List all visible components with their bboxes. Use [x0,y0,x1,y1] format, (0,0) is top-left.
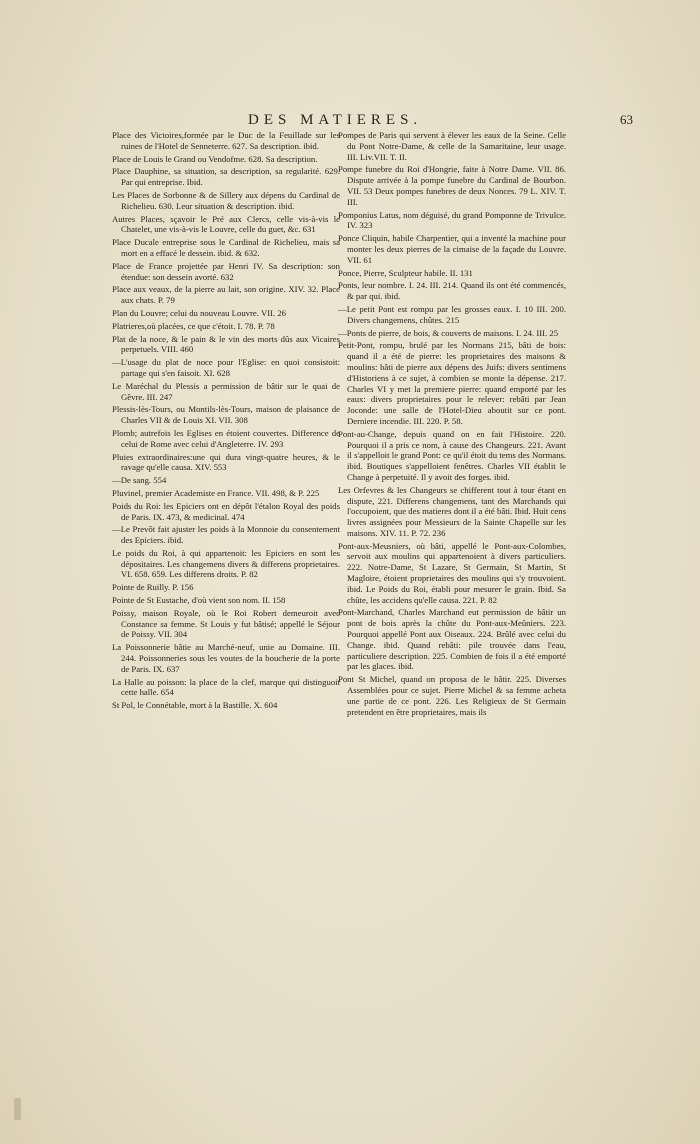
index-entry: Place Ducale entreprise sous le Cardinal de Richelieu, mais sa mort en a effacé le dessein. ibid. & 632. [112,237,340,258]
index-entry: St Pol, le Connétable, mort à la Bastille. X. 604 [112,700,278,711]
page-edge-mark [14,1098,21,1120]
index-entry: Pont-aux-Meusniers, où bâti, appellé le Pont-aux-Colombes, servoit aux moulins qui appartenoient à divers particuliers. 222. Notre-Dame, St Lazare, St Germain, St Martin, St Magloire, étoient proprietaires des moulins qui s'y trouvoient. ibid. Le Poids du Roi, établi pour mesurer le grain. Ibid. Sa chûte, les accidens qu'elle causa. 221. P. 82 [338,540,566,605]
index-entry: Ponce, Pierre, Sculpteur habile. II. 131 [338,267,473,278]
index-entry: Pompe funebre du Roi d'Hongrie, faite à Notre Dame. VII. 86. Dispute arrivée à la pompe funebre du Cardinal de Bourbon. VII. 53 Deux pompes funebres de deux Nonces. 79 L. XIV. T. III. [338,164,566,207]
index-entry: Poissy, maison Royale, où le Roi Robert demeuroit avec Constance sa femme. St Louis y fut bâtisé; appellé le Séjour de Poissy. VII. 304 [112,607,340,640]
index-entry: Les Orfevres & les Changeurs se chifferent tout à tour étant en dispute, 221. Differens changemens, tant des Marchands qui l'occupoient, que des matieres dont il a été bâti. Ibid. Huit cens livres assignées pour Messieurs de la Sainte Chapelle sur les maisons. XIV. 11. P. 72. 236 [338,484,566,538]
index-entry: Pointe de Ruilly. P. 156 [112,582,194,593]
index-entry: Ponts, leur nombre. I. 24. III. 214. Quand ils ont été commencés, & par qui. ibid. [338,280,566,302]
running-head: DES MATIERES. [248,112,423,128]
index-entry: Place des Victoires,formée par le Duc de la Feuillade sur les ruines de l'Hotel de Senneterre. 627. Sa description. ibid. [112,130,340,151]
index-column-right [338,130,566,719]
index-entry: Plessis-lès-Tours, ou Montils-lès-Tours, maison de plaisance de Charles VII & de Louis XI. VII. 308 [112,404,340,426]
index-entry: Le poids du Roi, à qui appartenoit: les Epiciers en sont les dépositaires. Les changemens divers & differens proprietaires. VI. 658. 659. Les differens droits. P. 82 [112,547,340,580]
index-entry: Les Places de Sorbonne & de Sillery aux dépens du Cardinal de Richelieu. 630. Leur situation & description. ibid. [112,189,340,211]
index-entry: Plomb; autrefois les Eglises en étoient couvertes. Difference de celui de Rome avec celui d'Angleterre. IV. 293 [112,427,340,449]
index-entry: Pluies extraordinaires:une qui dura vingt-quatre heures, & le ravage qu'elle causa. XIV. 553 [112,451,340,473]
index-entry: Place de Louis le Grand ou Vendofme. 628. Sa description. [112,153,318,164]
index-entry: La Poissonnerie bâtie au Marché-neuf, unie au Domaine. III. 244. Poissonneries sous les voutes de la boucherie de la porte de Paris. IX. 637 [112,642,340,674]
index-entry: Ponce Cliquin, habile Charpentier, qui a inventé la machine pour monter les deux pierres de la cimaise de la façade du Louvre. VII. 61 [338,233,566,265]
index-entry: —Le Prevôt fait ajuster les poids à la Monnoie du consentement des Epiciers. ibid. [112,524,340,546]
index-entry: Poids du Roi: les Epiciers ont en dépôt l'étalon Royal des poids de Paris. IX. 473, & medicinal. 474 [112,500,340,522]
index-entry: Petit-Pont, rompu, brulé par les Normans 215, bâti de bois: quand il a été de pierre: les proprietaires des maisons & moulins: bâti de pierre aux dépens des Juifs: divers sentimens d'Historiens à ce sujet, à combien se monte la dépense. 217. Charles VI y met la premiere pierre: quand emporté par les eaux: divers proprietaires pour le relever: rebâti par Jean Joconde: une salle de l'Hotel-Dieu aboutit sur ce pont. Derniere incendie. III. 220. P. 58. [338,340,566,426]
index-entry: —Ponts de pierre, de bois, & couverts de maisons. I. 24. III. 25 [338,327,559,338]
index-entry: —De sang. 554 [112,475,167,486]
index-entry: Plat de la noce, & le pain & le vin des morts dûs aux Vicaires perpetuels. VIII. 460 [112,333,340,355]
index-entry: Pluvinel, premier Academiste en France. VII. 498, & P. 225 [112,487,320,498]
index-entry: —Le petit Pont est rompu par les grosses eaux. I. 10 III. 200. Divers changemens, chûtes. 215 [338,303,566,325]
index-entry: Le Maréchal du Plessis a permission de bâtir sur le quai de Gêvre. III. 247 [112,380,340,402]
index-entry: Place aux veaux, de la pierre au lait, son origine. XIV. 32. Place aux chats. P. 79 [112,284,340,306]
index-entry: Pomponius Latus, nom déguisé, du grand Pomponne de Trivulce. IV. 323 [338,209,566,231]
index-entry: Pont-Marchand, Charles Marchand eut permission de bâtir un pont de bois après la chûte du Pont-aux-Meûniers. 223. Pourquoi appellé Pont aux Oiseaux. 224. Brûlé avec celui du Change. ibid. Quand rebâti: pile trouvée dans l'eau, particuliere description. 225. Combien de fois il a été emporté par les glaces. ibid. [338,607,566,672]
index-entry: Pont-au-Change, depuis quand on en fait l'Histoire. 220. Pourquoi il a pris ce nom, à cause des Changeurs. 221. Avant il s'appelloit le grand Pont: ce qu'il étoit du tems des Normans. ibid. Boutiques s'appelloient fenêtres. Charles VII établit le Change à perpetuité. Il y avoit des forges. ibid. [338,428,566,482]
index-entry: Pointe de St Eustache, d'où vient son nom. II. 158 [112,595,286,606]
index-column-left [112,130,340,713]
index-entry: Place de France projettée par Henri IV. Sa description: son étendue: son dessein avorté. 632 [112,260,340,282]
index-entry: —L'usage du plat de noce pour l'Eglise: en quoi consistoit: partage qui s'en faisoit. XI. 628 [112,357,340,378]
page-number: 63 [620,112,633,127]
index-entry: Pompes de Paris qui servent à élever les eaux de la Seine. Celle du Pont Notre-Dame, & celle de la Samaritaine, leur usage. III. Liv.VII. T. II. [338,130,566,162]
index-entry: Place Dauphine, sa situation, sa description, sa regularité. 629. Par qui entreprise. Ibid. [112,166,340,188]
index-entry: Plan du Louvre; celui du nouveau Louvre. VII. 26 [112,307,287,318]
index-entry: Platrieres,où placées, ce que c'étoit. I. 78. P. 78 [112,320,275,331]
index-entry: La Halle au poisson: la place de la clef, marque qui distinguoit cette halle. 654 [112,676,340,698]
index-entry: Pont St Michel, quand on proposa de le bâtir. 225. Diverses Assemblées pour ce sujet. Pierre Michel & sa femme acheta une partie de ce pont. 226. Les Religieux de St Germain pretendent en être proprietaires, mais ils [338,674,566,717]
index-entry: Autres Places, sçavoir le Pré aux Clercs, celle vis-à-vis le Chatelet, une vis-à-vis le Louvre, celle du guet, &c. 631 [112,213,340,235]
